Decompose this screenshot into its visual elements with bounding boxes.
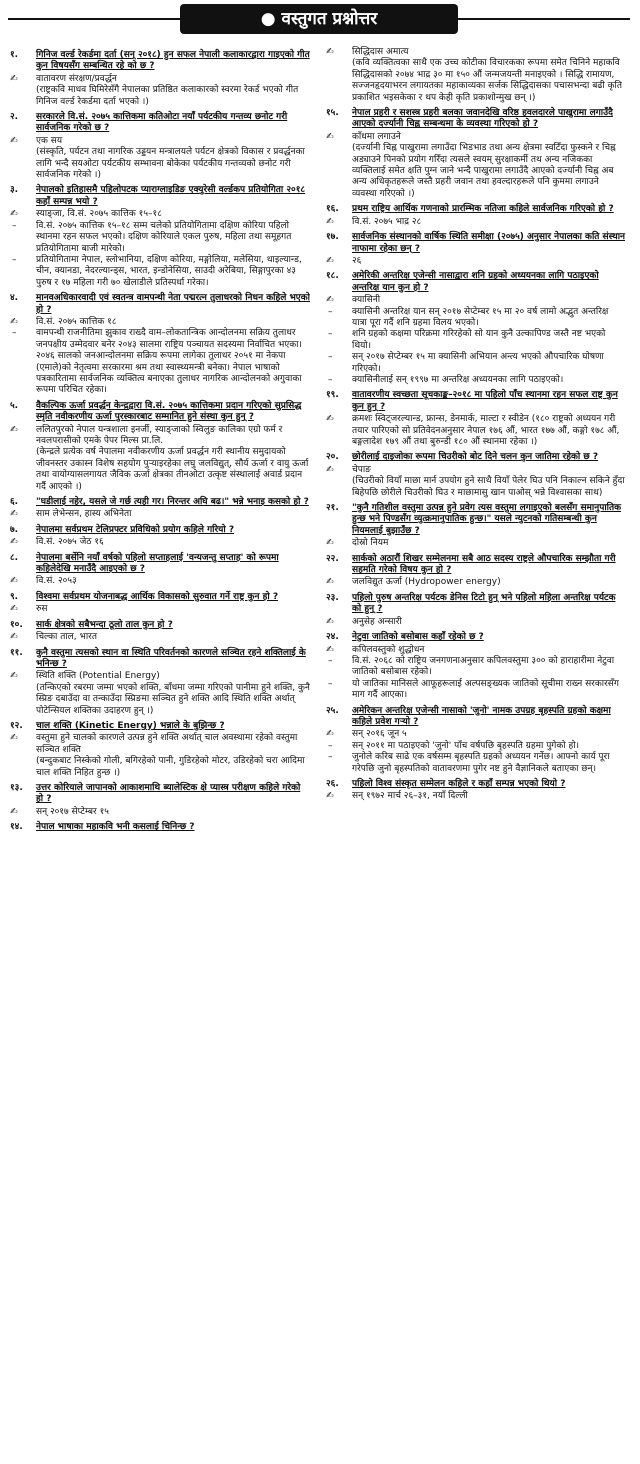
pen-icon: ✍ (326, 464, 334, 475)
question-15: १५. नेपाल प्रहरी र सशस्त्र प्रहरी बलका जवानदेखि वरिष्ठ हवलदारले पाखुरामा लगाउँदै आएको दर्ज्यानी चिह्न सम्बन्धमा के व्यवस्था गरिएको हो ? (326, 108, 613, 130)
question-12: १२. चाल शक्ति (Kinetic Energy) भन्नाले के बुझिन्छ ? (10, 720, 225, 731)
question-24: २४. नेटुवा जातिको बसोबास कहाँ रहेको छ ? (326, 632, 484, 643)
pen-icon: ✍ (10, 806, 18, 817)
pen-icon: ✍ (10, 135, 18, 146)
answer-21: ✍ दोस्रो नियम (326, 538, 389, 549)
pen-icon: ✍ (326, 791, 334, 802)
question-21: २१. "कुनै गतिशील वस्तुमा उत्पन्न हुने प्रवेग त्यस वस्तुमा लगाइएको बलसँग समानुपातिक हुन्छ भने पिण्डसँग व्युत्क्रमानुपातिक हुन्छ।" यसले न्युटनको गतिसम्बन्धी कुन नियमलाई बुझाउँछ ? (326, 503, 622, 536)
detail-18-1: – क्यासिनी अन्तरिक्ष यान सन् २०१७ सेप्टेम्बर १५ मा २० वर्ष लामो अद्भुत अन्तरिक्ष यात्रा पूरा गर्दै शनि ग्रहमा विलय भएको। (328, 306, 609, 328)
question-18: १८. अमेरिकी अन्तरिक्ष एजेन्सी नासाद्वारा शनि ग्रहको अध्ययनका लागि पठाइएको अन्तरिक्ष यान कुन हो ? (326, 271, 599, 293)
answer-10: ✍ चिल्का ताल, भारत (10, 632, 97, 643)
detail-3-1: – वि.सं. २०७५ कात्तिक १५–१८ सम्म चलेको प्रतियोगितामा दक्षिण कोरिया पहिलो स्थानमा रहन सफल भएको। दक्षिण कोरियाले एकल पुरुष, महिला तथा समूहगत प्रतियोगितामा बाजी मारेको। (12, 220, 292, 254)
question-16: १६. प्रथम राष्ट्रिय आर्थिक गणनाको प्रारम्भिक नतिजा कहिले सार्वजनिक गरिएको हो ? (326, 204, 614, 215)
question-22: २२. सार्कको अठारौं शिखर सम्मेलनमा सबै आठ सदस्य राष्ट्रले औपचारिक सम्झौता गरी सहमति गरेको विषय कुन हो ? (326, 553, 616, 576)
question-5: ५. वैकल्पिक ऊर्जा प्रवर्द्धन केन्द्रद्वारा वि.सं. २०७५ कात्तिकमा प्रदान गरिएको सुप्रसिद्ध स्मृति नवीकरणीय ऊर्जा पुरस्कारबाट सम्मानित हुने संस्था कुन हुन् ? (10, 400, 302, 423)
question-10: १०. सार्क क्षेत्रको सबैभन्दा ठूलो ताल कुन हो ? (10, 619, 173, 630)
pen-icon: ✍ (326, 295, 334, 306)
answer-3: ✍ स्याङ्जा, वि.सं. २०७५ कात्तिक १५–१८ (10, 209, 162, 220)
answer-17: ✍ २६ (326, 255, 362, 266)
question-8: ८. नेपालमा बर्सेनि नयाँ वर्षको पहिलो सप्ताहलाई 'वन्यजन्तु सप्ताह' को रूपमा कहिलेदेखि मनाउँदै आइएको छ ? (10, 552, 279, 575)
pen-icon: ✍ (10, 316, 18, 327)
answer-6: ✍ साम लेभेन्सन, हास्य अभिनेता (10, 509, 132, 520)
question-9: ९. विश्वमा सर्वप्रथम योजनाबद्ध आर्थिक विकासको सुरुवात गर्ने राष्ट्र कुन हो ? (10, 591, 279, 602)
note-20: (चिउरीको वियाँ माछा मार्न उपयोग हुने साथै वियाँ पेलेर घिउ पनि निकाल्न सकिने हुँदा बिहेपछि छोरीले चिउरीको घिउ र माछामासु खान पाओस् भन्ने विश्वासका साथ) (352, 476, 625, 498)
answer-4: ✍ वि.सं. २०७५ कात्तिक १८ (10, 316, 117, 327)
answer-2: ✍ एक सय (10, 135, 63, 146)
question-26: २६. पहिलो विश्व संस्कृत सम्मेलन कहिले र कहाँ सम्पन्न भएको थियो ? (326, 778, 566, 789)
note-5: (केन्द्रले प्रत्येक वर्ष नेपालमा नवीकरणीय ऊर्जा प्रवर्द्धन गरी स्थानीय समुदायको जीवनस्तर उकास्न विशेष सहयोग पुऱ्याइरहेका लघु जलविद्युत्, सौर्य ऊर्जा र वायु ऊर्जा तथा वायोग्यासलगायत जैविक ऊर्जा क्षेत्रका तीनओटा उत्कृष्ट संस्थालाई अवार्ड प्रदान गर्दै आएको ।) (36, 447, 309, 492)
question-1: १. गिनिज वर्ल्ड रेकर्डमा दर्ता (सन् २०१८) हुन सफल नेपाली कलाकारद्वारा गाइएको गीत कुन विषयसँग सम्बन्धित रहे को छ ? (10, 50, 310, 72)
page-header (0, 0, 640, 38)
answer-19: ✍ क्रमशः स्विट्जरल्यान्ड, फ्रान्स, डेनमार्क, माल्टा र स्वीडेन (१८० राष्ट्रको अध्ययन गरी तयार पारिएको सो प्रतिवेदनअनुसार नेपाल १७६ औं, भारत १७७ औं, कङ्गो १७८ औं, बङ्गलादेश १७९ औं तथा बुरुन्डी १८० औं स्थानमा रहेका ।) (326, 414, 620, 447)
answer-24: ✍ कपिलवस्तुको शुद्धोधन (326, 644, 425, 655)
section-title: ● वस्तुगत प्रश्नोत्तर (180, 4, 458, 34)
pen-icon: ✍ (326, 216, 334, 227)
pen-icon: ✍ (326, 616, 334, 627)
question-13: १३. उत्तर कोरियाले जापानको आकाशमाथि ब्यालेस्टिक क्षे प्यास्त्र परीक्षण कहिले गरेको हो ? (10, 782, 301, 805)
header-rule-left (8, 18, 180, 20)
answer-9: ✍ रुस (10, 604, 48, 615)
note-1: (राष्ट्रकवि माधव घिमिरेसँगै नेपालका प्रतिष्ठित कलाकारको स्वरमा रेकर्ड भएको गीत गिनिज वर्ल्ड रेकर्डमा दर्ता भएको ।) (36, 85, 299, 107)
question-25: २५. अमेरिकन अन्तरिक्ष एजेन्सी नासाको 'जुनो' नामक उपग्रह बृहस्पति ग्रहको कक्षमा कहिले प्रवेश गऱ्यो ? (326, 705, 611, 727)
header-rule-right (458, 18, 630, 20)
detail-4-1: – वामपन्थी राजनीतिमा झुकाव राख्दै वाम–लोकतान्त्रिक आन्दोलनमा सक्रिय तुलाधर जनपक्षीय उम्मेदवार बनेर २०४३ सालमा राष्ट्रिय पञ्चायत सदस्यमा निर्वाचित भएका। २०४६ सालको जनआन्दोलनमा सक्रिय रूपमा लागेका तुलाधर २०५१ मा नेकपा (एमाले)को नेतृत्वमा सरकारमा श्रम तथा स्वास्थ्यमन्त्री बनेका। नेपाल भाषाको पत्रकारितामा सार्वजनिक व्यक्तित्व बनाएका तुलाधर नागरिक आन्दोलनको अगुवाका रूपमा परिचित रहेका। (12, 328, 302, 396)
question-11: ११. कुनै वस्तुमा त्यसको स्थान वा स्थिति परिवर्तनको कारणले सञ्चित रहने शक्तिलाई के भनिन्छ ? (10, 647, 306, 669)
note-2: (संस्कृति, पर्यटन तथा नागरिक उड्डयन मन्त्रालयले पर्यटन क्षेत्रको विकास र प्रवर्द्धनका लागि भन्दै सयओटा पर्यटकीय सम्भावना बोकेका पर्यटकीय गन्तव्यको छनोट गरी सार्वजनिक गरेको ।) (36, 147, 305, 181)
answer-13: ✍ सन् २०१७ सेप्टेम्बर १५ (10, 806, 109, 817)
answer-26: ✍ सन् १९७२ मार्च २६–३१, नयाँ दिल्ली (326, 791, 468, 802)
answer-12: ✍ वस्तुमा हुने चालको कारणले उत्पन्न हुने शक्ति अर्थात् चाल अवस्थामा रहेको वस्तुमा सञ्चित शक्ति (10, 733, 298, 755)
pen-icon: ✍ (10, 671, 18, 682)
answer-23: ✍ अनुसेह अन्सारी (326, 616, 402, 627)
pen-icon: ✍ (326, 729, 334, 740)
question-2: २. सरकारले वि.सं. २०७५ कात्तिकमा कतिओटा नयाँ पर्यटकीय गन्तव्य छनोट गरी सार्वजनिक गरेको छ ? (10, 112, 288, 134)
pen-icon: ✍ (10, 209, 18, 220)
question-3: ३. नेपालको इतिहासमै पहिलोपटक प्याराग्लाइडिङ एक्युरेसी वर्ल्डकप प्रतियोगिता २०१८ कहाँ सम्पन्न भयो ? (10, 185, 306, 207)
question-4: ४. मानवअधिकारवादी एवं स्वतन्त्र वामपन्थी नेता पद्मरत्न तुलाधरको निधन कहिले भएको हो ? (10, 293, 310, 315)
detail-24-2: – यो जातिका मानिसले आफूहरूलाई अल्पसङ्ख्यक जातिको सूचीमा राख्न सरकारसँग माग गर्दै आएका। (328, 678, 619, 701)
detail-24-1: – वि.सं. २०६८ को राष्ट्रिय जनगणनाअनुसार कपिलवस्तुमा ३०० को हाराहारीमा नेटुवा जातिको बसोबास रहेको। (328, 655, 615, 678)
pen-icon: ✍ (10, 424, 18, 435)
pen-icon: ✍ (326, 577, 334, 588)
detail-18-2: – शनि ग्रहको कक्षमा परिक्रमा गरिरहेको सो यान कुनै उल्कापिण्ड जस्तै नष्ट भएको थियो। (328, 329, 606, 351)
pen-icon: ✍ (326, 131, 334, 142)
answer-7: ✍ वि.सं. २०७५ जेठ १६ (10, 537, 104, 548)
note-12: (बन्दुकबाट निस्केको गोली, बगिरहेको पानी, गुडिरहेको मोटर, उडिरहेको चरा आदिमा चाल शक्ति निहित हुन्छ ।) (36, 756, 305, 778)
detail-25-2: – जुनोले करिब साढे एक वर्षसम्म बृहस्पति ग्रहको अध्ययन गर्नेछ। आफ्नो कार्य पूरा गरेपछि जुनो बृहस्पतिको वातावरणमा पुगेर नष्ट हुने वैज्ञानिकले बताएका छन्। (328, 752, 610, 774)
note-14: (कवि व्यक्तित्वका साथै एक उच्च कोटीका विचारकका रूपमा समेत चिनिने महाकवि सिद्धिदासको २०७४ भाद्र ३० मा १५० औं जन्मजयन्ती मनाइएको । सिद्धि रामायण, सज्जनहृदयाभरन लगायतका महाकाव्यका सर्जक सिद्धिदासका पचासभन्दा बढी कृति प्रकाशित भइसकेका र थप केही कृति प्रकाशोन्मुख छन् ।) (352, 58, 623, 103)
answer-20: ✍ चेपाङ (326, 464, 371, 475)
question-19: १९. वातावरणीय स्वच्छता सूचकाङ्क–२०१८ मा पहिलो पाँच स्थानमा रहन सफल राष्ट्र कुन कुन हुन् ? (326, 390, 618, 412)
note-15: (दर्ज्यानी चिह्न पाखुरामा लगाउँदा भिडभाड तथा अन्य क्षेत्रमा स्वटिँदा फुस्कने र चिह्न अड्याउने पिनको प्रयोग गरिँदा त्यसले स्वयम् सुरक्षाकर्मी तथ अन्य नजिकका व्यक्तिलाई समेत क्षति पुग्न जाने भन्दै पाखुरामा लगाउँदै आएको दर्ज्यानी चिह्न अब अन्य अधिकृतहरूले जस्तै प्रहरी जवान तथा हवल्दारहरूले पनि कुममा लगाउने व्यवस्था गरिएको ।) (352, 143, 616, 199)
detail-3-2: – प्रतियोगितामा नेपाल, स्लोभानिया, दक्षिण कोरिया, मङ्गोलिया, मलेसिया, थाइल्यान्ड, चीन, क्यानडा, नेदरल्यान्ड्स, भारत, इन्डोनेसिया, साउदी अरेबिया, सिङ्गापुरका ४३ पुरुष र १७ महिला गरी ७० खेलाडीले प्रतिस्पर्धा गरेका। (12, 254, 302, 288)
pen-icon: ✍ (326, 255, 334, 266)
pen-icon: ✍ (326, 644, 334, 655)
pen-icon: ✍ (10, 733, 18, 744)
answer-18: ✍ क्यासिनी (326, 295, 381, 306)
pen-icon: ✍ (326, 414, 334, 425)
answer-15: ✍ काँधमा लगाउने (326, 131, 401, 142)
pen-icon: ✍ (326, 47, 334, 57)
question-7: ७. नेपालमा सर्वप्रथम टेलिप्रफ्टर प्रविधिको प्रयोग कहिले गरियो ? (10, 524, 235, 535)
note-11: (तन्किएको रबरमा जम्मा भएको शक्ति, बाँधमा जम्मा गरिएको पानीमा हुने शक्ति, कुनै स्प्रिङ दबाउँदा वा तन्काउँदा स्प्रिङमा सञ्चित हुने शक्ति आदि स्थिति शक्ति अर्थात् पोटेन्सियल शक्तिका उदाहरण हुन् ।) (36, 682, 310, 716)
answer-8: ✍ वि.सं. २०५३ (10, 576, 77, 587)
answer-16: ✍ वि.सं. २०७५ भाद्र २८ (326, 216, 422, 227)
question-14: १४. नेपाल भाषाका महाकवि भनी कसलाई चिनिन्छ ? (10, 822, 195, 833)
left-column (10, 46, 310, 1456)
answer-11: ✍ स्थिति शक्ति (Potential Energy) (10, 671, 160, 682)
answer-5: ✍ ललितपुरको नेपाल यन्त्रशाला इनर्जी, स्याङ्जाको स्विलुङ कालिका एग्रो फर्म र नवलपरासीको एमके पेपर मिल्स प्रा.लि. (10, 424, 283, 446)
detail-18-4: – क्यासिनीलाई सन् १९९७ मा अन्तरिक्ष अध्ययनका लागि पठाइएको। (328, 374, 564, 385)
question-17: १७. सार्वजनिक संस्थानको वार्षिक स्थिति समीक्षा (२०७५) अनुसार नेपालका कति संस्थान नाफामा रहेका छन् ? (326, 232, 626, 254)
pen-icon: ✍ (10, 576, 18, 587)
pen-icon: ✍ (10, 509, 18, 520)
pen-icon: ✍ (10, 604, 18, 615)
question-6: ६. "घडीलाई नहेर, यसले जे गर्छ त्यही गर। निरन्तर अघि बढ।" भन्ने भनाइ कसको हो ? (10, 497, 309, 508)
answer-25: ✍ सन् २०१६ जून ५ (326, 729, 407, 740)
detail-25-1: – सन् २०११ मा पठाइएको 'जुनो' पाँच वर्षपछि बृहस्पति ग्रहमा पुगेको हो। (328, 740, 580, 751)
answer-22: ✍ जलविद्युत ऊर्जा (Hydropower energy) (326, 577, 501, 588)
right-column (326, 46, 626, 1456)
question-23: २३. पहिलो पुरुष अन्तरिक्ष पर्यटक डेनिस टिटो हुन् भने पहिलो महिला अन्तरिक्ष पर्यटक को हुन् ? (326, 592, 616, 615)
answer-1: ✍ वातावरण संरक्षण/प्रवर्द्धन (10, 73, 117, 84)
detail-18-3: – सन् २०१७ सेप्टेम्बर १५ मा क्यासिनी अभियान अन्त्य भएको औपचारिक घोषणा गरिएको। (328, 352, 604, 374)
answer-14: ✍ सिद्धिदास अमात्य (326, 47, 409, 57)
pen-icon: ✍ (10, 73, 18, 84)
pen-icon: ✍ (10, 537, 18, 548)
pen-icon: ✍ (326, 538, 334, 549)
pen-icon: ✍ (10, 632, 18, 643)
question-20: २०. छोरीलाई दाइजोका रूपमा चिउरीको बोट दिने चलन कुन जातिमा रहेको छ ? (326, 452, 599, 463)
